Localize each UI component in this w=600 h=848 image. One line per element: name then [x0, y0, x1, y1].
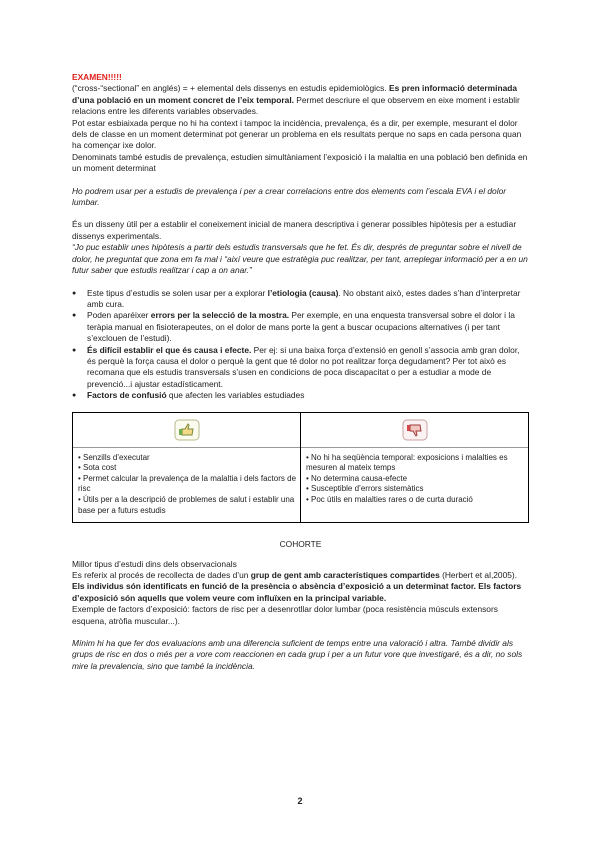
- paragraph-cohort-intro: Millor tipus d’estudi dins dels observacionals: [72, 558, 237, 569]
- list-item: • Sota cost: [78, 463, 117, 473]
- section-title-cohort: COHORTE: [279, 539, 322, 550]
- paragraph-bias: Pot estar esbiaixada perque no hi ha context i tampoc la incidència, prevalença, és a dir, per exemple, mesurant el dolor dels de classe en un moment determinat pot generar un problema en els resultats perque no saps en cada persona quan ha començar ixe dolor.: [72, 117, 522, 151]
- list-item: ● És difícil establir el que és causa i efecte. Per ej: si una baixa força d’extensió en genoll s’associa amb gran dolor, és perquè la força causa el dolor o perquè la gent que té dolor no pot realitzar força degudament? Per tot això es recomana que els estudis transversals s’usen en condicions de poca discapacitat o per a estudiar a mode de prevenció...i ajustar estadísticament.: [72, 345, 529, 391]
- paragraph-prevalence: Denominats també estudis de prevalença, estudien simultàniament l’exposició i la malaltia en una població ben definida en un moment determinat: [72, 151, 528, 174]
- list-item: • Susceptible d’errors sistemàtics: [306, 484, 424, 494]
- cons-column: [301, 412, 529, 523]
- list-item: • No determina causa-efecte: [306, 473, 408, 483]
- bold-text: Es pren informació determinada d’una població en un moment concret de l’eix temporal.: [72, 83, 518, 105]
- italic-note-cohort: Mínim hi ha que fer dos evaluacions amb una diferencia suficient de temps entre una valoració i altra. També dividir als grups de risc en dos o més per a vore com reaccionen en cada grup i per a un futur vore que investigaré, és a dir, no sols mire la prevalencia, sino que també la incidència.: [72, 637, 523, 671]
- thumbs-down-icon: [402, 419, 428, 441]
- list-item: ● Poden aparéixer errors per la selecció de la mostra. Per exemple, en una enquesta transversal sobre el dolor i la teràpia manual en fisioterapeutes, on el dolor de mans porte la gent a buscar ocupacions alternatives (i per tant s’exclouen de l’estudi).: [72, 310, 529, 344]
- list-item: ● Este tipus d’estudis se solen usar per a explorar l’etiologia (causa). No obstant això, estes dades s’han d’interpretar amb cura.: [72, 288, 529, 311]
- pros-cons-table: [72, 412, 529, 524]
- thumbs-up-icon: [174, 419, 200, 441]
- page-number: 2: [297, 796, 303, 806]
- page-content: [72, 72, 529, 672]
- list-item: • No hi ha seqüència temporal: exposicions i malalties es mesuren al mateix temps: [306, 452, 508, 473]
- list-item: • Útils per a la descripció de problemes de salut i establir una base per a futurs estudis: [78, 494, 295, 515]
- paragraph-cohort-def: Es referix al procés de recollecta de dades d’un grup de gent amb característiques compartides (Herbert et al,2005).: [72, 569, 518, 580]
- list-item: • Senzills d’executar: [78, 452, 150, 462]
- exam-heading: EXAMEN!!!!!: [72, 72, 122, 82]
- list-item: • Permet calcular la prevalença de la malaltia i dels factors de risc: [78, 473, 297, 494]
- text: Permet descriure el que observem en eixe moment i establir relacions entre les diferents variables observades.: [72, 94, 520, 117]
- italic-note-usage: Ho podrem usar per a estudis de prevalença i per a crear correlacions entre dos elements com l’escala EVA i el dolor lumbar.: [72, 185, 507, 208]
- text: (“cross-“sectional” en anglés) = + elemental dels dissenys en estudis epidemiològics.: [72, 83, 390, 94]
- paragraph-cohort-example: Exemple de factors d’exposició: factors de risc per a desenrotllar dolor lumbar (poca resistència músculs extensors esquena, atròfia muscular...).: [72, 604, 498, 626]
- pros-column: [73, 412, 301, 523]
- paragraph-utility: És un disseny útil per a establir el coneixement inicial de manera descriptiva i generar possibles hipòtesis per a estudiar dissenys experimentals.: [72, 219, 517, 241]
- paragraph-cohort-bold: Els individus són identificats en funció de la presència o absència d’exposició a un determinat factor. Els factors d’exposició són aquells que volem veure com influïxen en la principal variable.: [72, 581, 522, 603]
- bullet-list: [72, 288, 529, 402]
- list-item: • Poc útils en malalties rares o de curta duració: [306, 494, 473, 504]
- list-item: ● Factors de confusió que afecten les variables estudiades: [72, 390, 529, 401]
- paragraph-definition: [72, 83, 529, 117]
- italic-quote: “Jo puc establir unes hipòtesis a partir dels estudis transversals que he fet. És dir, després de preguntar sobre el nivell de dolor, he preguntat que zona em fa mal i “així veure que estratègia puc realitzar, per tant, arreplegar informació per a en un futur saber que estudis realitzar i cap a on anar.”: [72, 242, 528, 276]
